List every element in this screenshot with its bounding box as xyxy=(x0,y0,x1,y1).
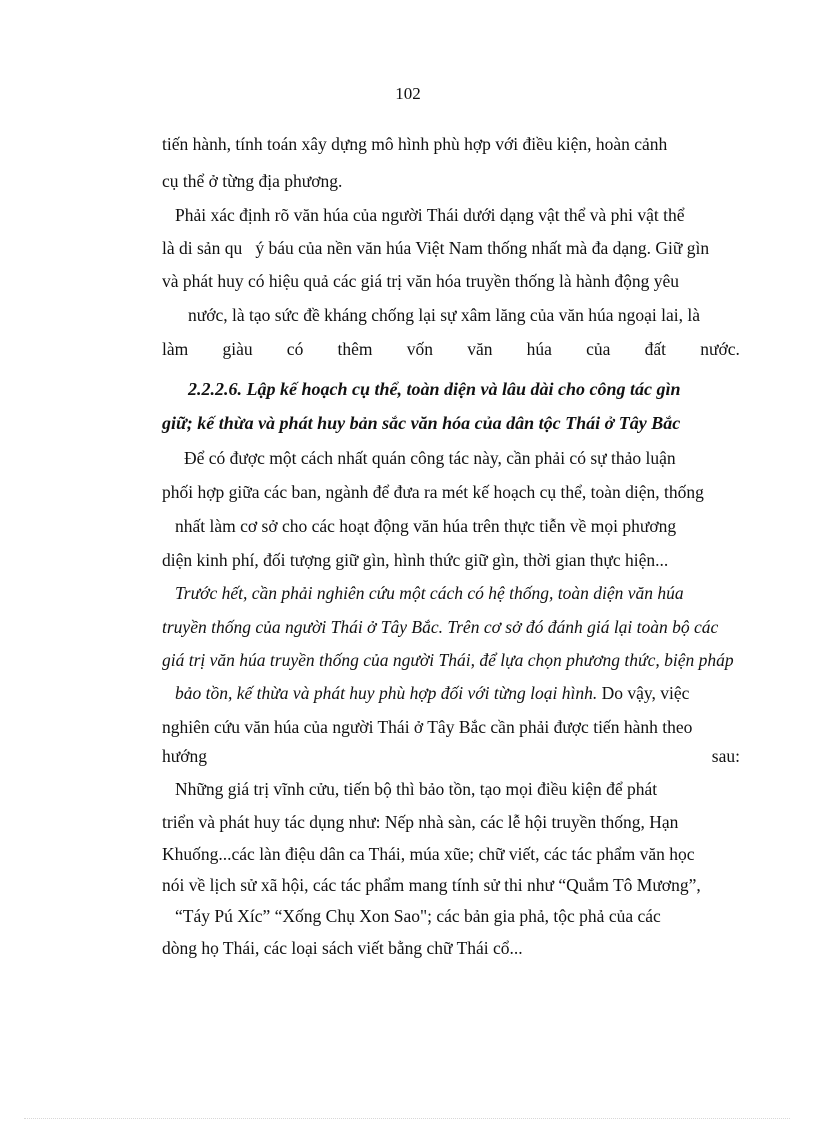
paragraph-2-line-2: là di sản qu ý báu của nền văn húa Việt Nam thống nhất mà đa dạng. Giữ gìn xyxy=(162,238,710,258)
normal-text: Do vậy, việc xyxy=(597,683,690,703)
word: hướng xyxy=(162,746,207,766)
paragraph-5-line-3: Khuống...các làn điệu dân ca Thái, múa xũe; chữ viết, các tác phẩm văn học xyxy=(162,844,695,864)
paragraph-3-line-1: Để có được một cách nhất quán công tác này, cần phải có sự thảo luận xyxy=(184,448,676,468)
word: nước. xyxy=(700,339,740,359)
paragraph-1-line-1: tiến hành, tính toán xây dựng mô hình phù hợp với điều kiện, hoàn cảnh xyxy=(162,134,668,154)
word: có xyxy=(286,339,304,359)
paragraph-2-line-4: nước, là tạo sức đề kháng chống lại sự xâm lăng của văn húa ngoại lai, là xyxy=(188,305,700,325)
section-heading-line-2: giữ; kế thừa và phát huy bản sắc văn hóa của dân tộc Thái ở Tây Bắc xyxy=(162,413,681,433)
word: vốn xyxy=(406,339,433,359)
paragraph-4-line-5: nghiên cứu văn húa của người Thái ở Tây Bắc cần phải được tiến hành theo xyxy=(162,717,693,737)
paragraph-5-line-1: Những giá trị vĩnh cửu, tiến bộ thì bảo tồn, tạo mọi điều kiện để phát xyxy=(175,779,658,799)
paragraph-5-line-4: nói về lịch sử xã hội, các tác phẩm mang tính sử thi như “Quắm Tô Mương”, xyxy=(162,875,701,895)
paragraph-2-line-5 xyxy=(162,338,740,360)
word: húa xyxy=(526,339,552,359)
paragraph-4-line-4 xyxy=(175,682,689,704)
page-number: 102 xyxy=(395,84,421,103)
section-heading-line-1: 2.2.2.6. Lập kế hoạch cụ thể, toàn diện và lâu dài cho công tác gìn xyxy=(188,379,681,399)
word: giàu xyxy=(222,339,253,359)
paragraph-4-line-6 xyxy=(162,745,740,767)
word: thêm xyxy=(337,339,373,359)
paragraph-2-line-3: và phát huy có hiệu quả các giá trị văn hóa truyền thống là hành động yêu xyxy=(162,271,680,291)
paragraph-5-line-5: “Táy Pú Xíc” “Xống Chụ Xon Sao"; các bản gia phả, tộc phả của các xyxy=(175,906,661,926)
paragraph-5-line-2: triển và phát huy tác dụng như: Nếp nhà sàn, các lễ hội truyền thống, Hạn xyxy=(162,812,679,832)
word: sau: xyxy=(711,746,740,766)
word: làm xyxy=(162,339,189,359)
word: văn xyxy=(467,339,493,359)
paragraph-3-line-4: diện kinh phí, đối tượng giữ gìn, hình thức giữ gìn, thời gian thực hiện... xyxy=(162,550,669,570)
page-bottom-divider xyxy=(24,1118,790,1119)
paragraph-3-line-2: phối hợp giữa các ban, ngành để đưa ra mét kế hoạch cụ thể, toàn diện, thống xyxy=(162,482,704,502)
paragraph-2-line-1: Phải xác định rõ văn húa của người Thái dưới dạng vật thể và phi vật thể xyxy=(175,205,685,225)
paragraph-4-line-3: giá trị văn húa truyền thống của người Thái, để lựa chọn phương thức, biện pháp xyxy=(162,650,734,670)
word: đất xyxy=(644,339,667,359)
paragraph-1-line-2: cụ thể ở từng địa phương. xyxy=(162,171,343,191)
italic-text: bảo tồn, kế thừa và phát huy phù hợp đối với từng loại hình. xyxy=(175,683,598,703)
paragraph-5-line-6: dòng họ Thái, các loại sách viết bằng chữ Thái cổ... xyxy=(162,938,523,958)
paragraph-3-line-3: nhất làm cơ sở cho các hoạt động văn húa trên thực tiễn về mọi phương xyxy=(175,516,677,536)
paragraph-4-line-1: Trước hết, cần phải nghiên cứu một cách có hệ thống, toàn diện văn húa xyxy=(175,583,684,603)
word: của xyxy=(586,339,611,359)
paragraph-4-line-2: truyền thống của người Thái ở Tây Bắc. Trên cơ sở đó đánh giá lại toàn bộ các xyxy=(162,617,719,637)
